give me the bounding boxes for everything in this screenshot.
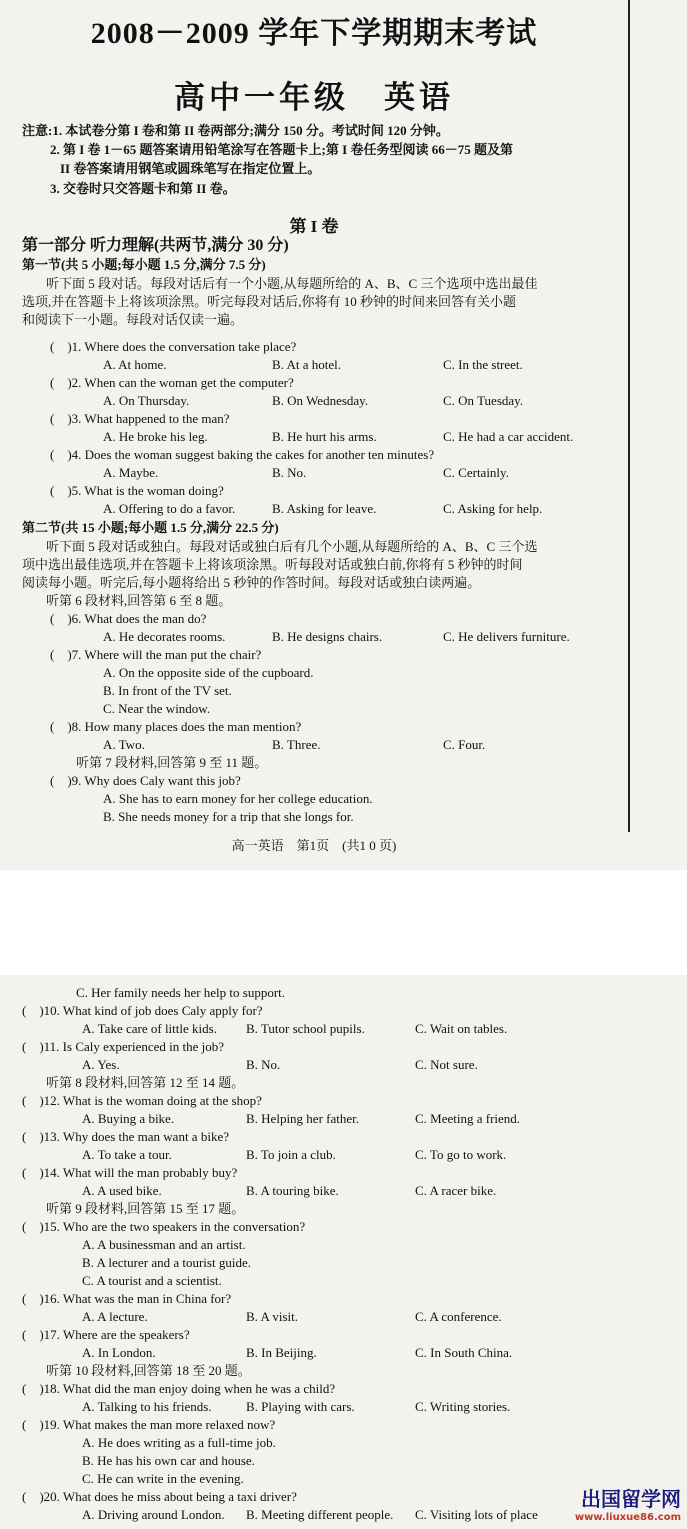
note-3: II 卷答案请用钢笔或圆珠笔写在指定位置上。	[60, 161, 321, 176]
option-a[interactable]: A. He decorates rooms.	[103, 629, 226, 644]
question-5: ( )5. What is the woman doing?	[50, 483, 224, 498]
question-18: ( )18. What did the man enjoy doing when he was a child?	[22, 1381, 336, 1396]
option-a[interactable]: A. A businessman and an artist.	[82, 1237, 246, 1252]
option-b[interactable]: B. A visit.	[246, 1309, 299, 1324]
listen-instruction: 听第 9 段材料,回答第 15 至 17 题。	[46, 1201, 245, 1216]
question-6: ( )6. What does the man do?	[50, 611, 207, 626]
question-1: ( )1. Where does the conversation take place?	[50, 339, 297, 354]
option-a[interactable]: A. A lecture.	[82, 1309, 148, 1324]
section-1-heading: 第一节(共 5 小题;每小题 1.5 分,满分 7.5 分)	[22, 257, 266, 272]
listen-instruction: 听第 10 段材料,回答第 18 至 20 题。	[46, 1363, 251, 1378]
option-c[interactable]: C. In the street.	[443, 357, 523, 372]
question-12: ( )12. What is the woman doing at the shop?	[22, 1093, 262, 1108]
question-19: ( )19. What makes the man more relaxed now?	[22, 1417, 276, 1432]
question-9: ( )9. Why does Caly want this job?	[50, 773, 241, 788]
note-2: 2. 第 I 卷 1－65 题答案请用铅笔涂写在答题卡上;第 I 卷任务型阅读 66－75 题及第	[50, 142, 513, 157]
question-2: ( )2. When can the woman get the computer?	[50, 375, 294, 390]
question-15: ( )15. Who are the two speakers in the conversation?	[22, 1219, 306, 1234]
option-a[interactable]: A. Driving around London.	[82, 1507, 225, 1522]
option-b[interactable]: B. Three.	[272, 737, 321, 752]
option-a[interactable]: A. He broke his leg.	[103, 429, 208, 444]
watermark-url: www.liuxue86.com	[574, 1512, 681, 1523]
option-b[interactable]: B. Meeting different people.	[246, 1507, 394, 1522]
option-a[interactable]: A. Maybe.	[103, 465, 159, 480]
option-b[interactable]: B. In Beijing.	[246, 1345, 317, 1360]
option-c[interactable]: C. Her family needs her help to support.	[76, 985, 286, 1000]
option-a[interactable]: A. In London.	[82, 1345, 156, 1360]
option-b[interactable]: B. On Wednesday.	[272, 393, 369, 408]
question-13: ( )13. Why does the man want a bike?	[22, 1129, 229, 1144]
option-a[interactable]: A. Offering to do a favor.	[103, 501, 236, 516]
margin-line	[628, 0, 630, 832]
section-2-heading: 第二节(共 15 小题;每小题 1.5 分,满分 22.5 分)	[22, 520, 279, 535]
watermark-text: 出国留学网	[581, 1487, 681, 1511]
section-1-instructions: 选项,并在答题卡上将该项涂黑。听完每段对话后,你将有 10 秒钟的时间来回答有关小题	[22, 294, 517, 309]
volume-heading: 第 I 卷	[289, 217, 339, 236]
option-a[interactable]: A. Talking to his friends.	[82, 1399, 212, 1414]
option-c[interactable]: C. In South China.	[415, 1345, 513, 1360]
listen-instruction: 听第 7 段材料,回答第 9 至 11 题。	[76, 755, 268, 770]
option-b[interactable]: B. Asking for leave.	[272, 501, 377, 516]
option-b[interactable]: B. A lecturer and a tourist guide.	[82, 1255, 251, 1270]
option-c[interactable]: C. On Tuesday.	[443, 393, 524, 408]
option-c[interactable]: C. Wait on tables.	[415, 1021, 508, 1036]
note-4: 3. 交卷时只交答题卡和第 II 卷。	[50, 181, 236, 196]
option-c[interactable]: C. Visiting lots of place	[415, 1507, 538, 1522]
option-b[interactable]: B. Tutor school pupils.	[246, 1021, 365, 1036]
question-3: ( )3. What happened to the man?	[50, 411, 230, 426]
question-20: ( )20. What does he miss about being a taxi driver?	[22, 1489, 297, 1504]
question-17: ( )17. Where are the speakers?	[22, 1327, 190, 1342]
option-b[interactable]: B. He has his own car and house.	[82, 1453, 255, 1468]
option-c[interactable]: C. He delivers furniture.	[443, 629, 570, 644]
page-gap	[0, 870, 687, 975]
option-a[interactable]: A. A used bike.	[82, 1183, 162, 1198]
section-2-instructions: 阅读每小题。听完后,每小题将给出 5 秒钟的作答时间。每段对话或独白读两遍。	[22, 575, 481, 590]
option-a[interactable]: A. Yes.	[82, 1057, 120, 1072]
option-c[interactable]: C. To go to work.	[415, 1147, 507, 1162]
section-1-instructions: 听下面 5 段对话。每段对话后有一个小题,从每题所给的 A、B、C 三个选项中选出最佳	[46, 276, 538, 291]
question-14: ( )14. What will the man probably buy?	[22, 1165, 238, 1180]
option-c[interactable]: C. He can write in the evening.	[82, 1471, 244, 1486]
section-2-instructions: 项中选出最佳选项,并在答题卡上将该项涂黑。听每段对话或独白前,你将有 5 秒钟的时间	[22, 557, 523, 572]
option-c[interactable]: C. Four.	[443, 737, 486, 752]
exam-subtitle: 高中一年级 英语	[174, 80, 454, 115]
option-c[interactable]: C. A racer bike.	[415, 1183, 497, 1198]
watermark-logo	[575, 1483, 681, 1523]
option-b[interactable]: B. A touring bike.	[246, 1183, 339, 1198]
option-b[interactable]: B. She needs money for a trip that she longs for.	[103, 809, 354, 824]
option-c[interactable]: C. A tourist and a scientist.	[82, 1273, 222, 1288]
option-b[interactable]: B. In front of the TV set.	[103, 683, 232, 698]
option-b[interactable]: B. At a hotel.	[272, 357, 341, 372]
option-b[interactable]: B. To join a club.	[246, 1147, 336, 1162]
option-c[interactable]: C. Meeting a friend.	[415, 1111, 521, 1126]
question-16: ( )16. What was the man in China for?	[22, 1291, 232, 1306]
option-c[interactable]: C. He had a car accident.	[443, 429, 574, 444]
listen-instruction: 听第 8 段材料,回答第 12 至 14 题。	[46, 1075, 245, 1090]
option-a[interactable]: A. Two.	[103, 737, 145, 752]
option-a[interactable]: A. Buying a bike.	[82, 1111, 175, 1126]
option-a[interactable]: A. Take care of little kids.	[82, 1021, 217, 1036]
exam-page-2	[0, 975, 687, 1529]
option-a[interactable]: A. At home.	[103, 357, 167, 372]
option-a[interactable]: A. She has to earn money for her college education.	[103, 791, 373, 806]
section-1-instructions: 和阅读下一小题。每段对话仅读一遍。	[22, 312, 244, 327]
option-a[interactable]: A. On the opposite side of the cupboard.	[103, 665, 314, 680]
section-2-instructions: 听下面 5 段对话或独白。每段对话或独白后有几个小题,从每题所给的 A、B、C 三个选	[46, 539, 538, 554]
option-b[interactable]: B. Helping her father.	[246, 1111, 359, 1126]
option-c[interactable]: C. Writing stories.	[415, 1399, 511, 1414]
option-c[interactable]: C. A conference.	[415, 1309, 502, 1324]
option-a[interactable]: A. He does writing as a full-time job.	[82, 1435, 276, 1450]
option-b[interactable]: B. No.	[246, 1057, 281, 1072]
option-c[interactable]: C. Certainly.	[443, 465, 509, 480]
note-1: 注意:1. 本试卷分第 I 卷和第 II 卷两部分;满分 150 分。考试时间 120 分钟。	[22, 123, 449, 138]
question-8: ( )8. How many places does the man mention?	[50, 719, 302, 734]
question-10: ( )10. What kind of job does Caly apply for?	[22, 1003, 263, 1018]
question-11: ( )11. Is Caly experienced in the job?	[22, 1039, 225, 1054]
option-c[interactable]: C. Not sure.	[415, 1057, 478, 1072]
question-4: ( )4. Does the woman suggest baking the cakes for another ten minutes?	[50, 447, 435, 462]
part-heading: 第一部分 听力理解(共两节,满分 30 分)	[22, 237, 289, 254]
option-a[interactable]: A. To take a tour.	[82, 1147, 172, 1162]
option-a[interactable]: A. On Thursday.	[103, 393, 190, 408]
option-b[interactable]: B. He designs chairs.	[272, 629, 383, 644]
option-b[interactable]: B. He hurt his arms.	[272, 429, 377, 444]
option-b[interactable]: B. Playing with cars.	[246, 1399, 355, 1414]
page-footer: 高一英语 第1页 (共1 0 页)	[231, 838, 397, 853]
option-c[interactable]: C. Asking for help.	[443, 501, 543, 516]
option-c[interactable]: C. Near the window.	[103, 701, 211, 716]
listen-instruction: 听第 6 段材料,回答第 6 至 8 题。	[46, 593, 232, 608]
question-7: ( )7. Where will the man put the chair?	[50, 647, 262, 662]
exam-title: 2008－2009 学年下学期期末考试	[90, 17, 538, 50]
option-b[interactable]: B. No.	[272, 465, 307, 480]
